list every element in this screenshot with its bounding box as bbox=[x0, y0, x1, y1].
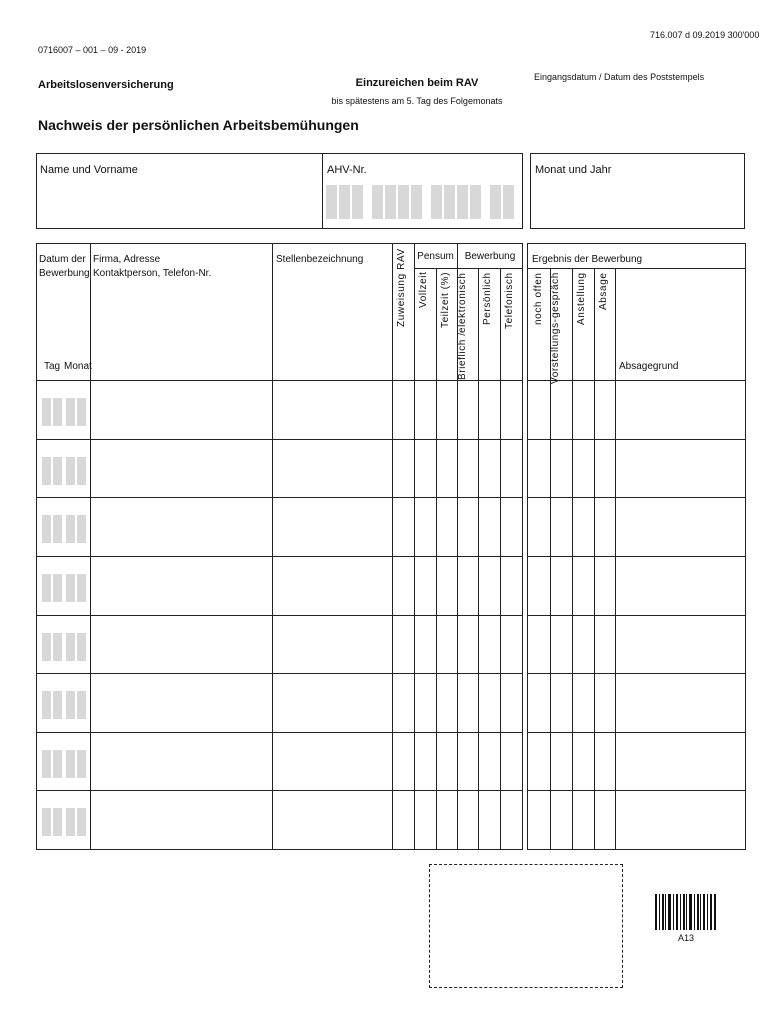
row-phone-checkbox[interactable] bbox=[502, 443, 522, 494]
row-phone-checkbox[interactable] bbox=[502, 736, 522, 787]
row-phone-checkbox[interactable] bbox=[502, 501, 522, 552]
row-date-field[interactable] bbox=[42, 808, 88, 836]
row-reason-field[interactable] bbox=[618, 619, 744, 670]
group-application-header: Bewerbung bbox=[464, 251, 516, 262]
row-rejected-checkbox[interactable] bbox=[596, 794, 614, 845]
row-written-checkbox[interactable] bbox=[459, 560, 478, 611]
row-reason-field[interactable] bbox=[618, 736, 744, 787]
row-job-field[interactable] bbox=[276, 560, 392, 611]
row-open-checkbox[interactable] bbox=[529, 443, 550, 494]
col-contact-header: Kontaktperson, Telefon-Nr. bbox=[93, 268, 212, 279]
col-personal-header: Persönlich bbox=[482, 272, 493, 325]
col-interview-line2: gespräch bbox=[550, 272, 561, 318]
row-date-field[interactable] bbox=[42, 515, 88, 543]
row-phone-checkbox[interactable] bbox=[502, 560, 522, 611]
ahv-field[interactable] bbox=[326, 185, 519, 219]
row-job-field[interactable] bbox=[276, 794, 392, 845]
row-referral-checkbox[interactable] bbox=[394, 736, 414, 787]
row-rejected-checkbox[interactable] bbox=[596, 443, 614, 494]
row-phone-checkbox[interactable] bbox=[502, 677, 522, 728]
col-written-header bbox=[457, 272, 478, 381]
row-date-field[interactable] bbox=[42, 398, 88, 426]
row-hired-checkbox[interactable] bbox=[574, 736, 594, 787]
stamp-label: Eingangsdatum / Datum des Poststempels bbox=[534, 72, 705, 82]
row-fulltime-checkbox[interactable] bbox=[416, 501, 436, 552]
row-open-checkbox[interactable] bbox=[529, 794, 550, 845]
col-job-header: Stellenbezeichnung bbox=[276, 254, 364, 265]
row-company-field[interactable] bbox=[94, 501, 272, 552]
row-open-checkbox[interactable] bbox=[529, 736, 550, 787]
table-row bbox=[36, 673, 746, 732]
row-referral-checkbox[interactable] bbox=[394, 443, 414, 494]
col-date-header: Datum der Bewerbung bbox=[39, 254, 90, 279]
col-company-header: Firma, Adresse bbox=[93, 254, 161, 265]
row-date-field[interactable] bbox=[42, 574, 88, 602]
row-written-checkbox[interactable] bbox=[459, 501, 478, 552]
row-referral-checkbox[interactable] bbox=[394, 384, 414, 435]
row-personal-checkbox[interactable] bbox=[480, 443, 500, 494]
col-month-header: Monat bbox=[64, 361, 92, 372]
page-title: Nachweis der persönlichen Arbeitsbemühungen bbox=[38, 117, 359, 133]
col-rejected-header: Absage bbox=[598, 272, 609, 310]
row-hired-checkbox[interactable] bbox=[574, 443, 594, 494]
row-hired-checkbox[interactable] bbox=[574, 677, 594, 728]
row-company-field[interactable] bbox=[94, 677, 272, 728]
row-rejected-checkbox[interactable] bbox=[596, 736, 614, 787]
row-personal-checkbox[interactable] bbox=[480, 501, 500, 552]
row-reason-field[interactable] bbox=[618, 794, 744, 845]
row-interview-checkbox[interactable] bbox=[552, 619, 572, 670]
row-fulltime-checkbox[interactable] bbox=[416, 736, 436, 787]
row-open-checkbox[interactable] bbox=[529, 501, 550, 552]
stamp-area[interactable] bbox=[429, 864, 623, 988]
table-row bbox=[36, 497, 746, 556]
row-reason-field[interactable] bbox=[618, 560, 744, 611]
row-written-checkbox[interactable] bbox=[459, 736, 478, 787]
col-reason-header: Absagegrund bbox=[619, 361, 679, 372]
row-hired-checkbox[interactable] bbox=[574, 560, 594, 611]
row-rejected-checkbox[interactable] bbox=[596, 384, 614, 435]
row-rejected-checkbox[interactable] bbox=[596, 677, 614, 728]
row-personal-checkbox[interactable] bbox=[480, 560, 500, 611]
row-job-field[interactable] bbox=[276, 384, 392, 435]
row-job-field[interactable] bbox=[276, 736, 392, 787]
row-phone-checkbox[interactable] bbox=[502, 384, 522, 435]
col-parttime-header: Teilzeit (%) bbox=[440, 272, 451, 329]
row-fulltime-checkbox[interactable] bbox=[416, 443, 436, 494]
row-interview-checkbox[interactable] bbox=[552, 736, 572, 787]
form-number: 0716007 – 001 – 09 - 2019 bbox=[38, 45, 147, 55]
row-company-field[interactable] bbox=[94, 560, 272, 611]
row-parttime-field[interactable] bbox=[438, 677, 457, 728]
ahv-label: AHV-Nr. bbox=[327, 164, 367, 176]
org-name: Arbeitslosenversicherung bbox=[38, 79, 174, 91]
row-job-field[interactable] bbox=[276, 677, 392, 728]
col-interview-line1: Vorstellungs- bbox=[550, 317, 561, 384]
row-phone-checkbox[interactable] bbox=[502, 619, 522, 670]
row-open-checkbox[interactable] bbox=[529, 384, 550, 435]
row-job-field[interactable] bbox=[276, 443, 392, 494]
row-open-checkbox[interactable] bbox=[529, 619, 550, 670]
row-referral-checkbox[interactable] bbox=[394, 794, 414, 845]
row-phone-checkbox[interactable] bbox=[502, 794, 522, 845]
row-parttime-field[interactable] bbox=[438, 619, 457, 670]
row-interview-checkbox[interactable] bbox=[552, 560, 572, 611]
table-row bbox=[36, 380, 746, 439]
row-written-checkbox[interactable] bbox=[459, 443, 478, 494]
month-field[interactable] bbox=[535, 185, 740, 225]
row-referral-checkbox[interactable] bbox=[394, 677, 414, 728]
col-open-header: noch offen bbox=[533, 272, 544, 325]
row-job-field[interactable] bbox=[276, 501, 392, 552]
row-date-field[interactable] bbox=[42, 633, 88, 661]
row-open-checkbox[interactable] bbox=[529, 560, 550, 611]
row-referral-checkbox[interactable] bbox=[394, 501, 414, 552]
row-written-checkbox[interactable] bbox=[459, 794, 478, 845]
col-written-line2: elektronisch bbox=[457, 272, 468, 333]
row-personal-checkbox[interactable] bbox=[480, 794, 500, 845]
row-written-checkbox[interactable] bbox=[459, 384, 478, 435]
row-open-checkbox[interactable] bbox=[529, 677, 550, 728]
table-row bbox=[36, 732, 746, 791]
row-company-field[interactable] bbox=[94, 794, 272, 845]
row-date-field[interactable] bbox=[42, 691, 88, 719]
row-written-checkbox[interactable] bbox=[459, 619, 478, 670]
table-row bbox=[36, 439, 746, 498]
row-personal-checkbox[interactable] bbox=[480, 619, 500, 670]
col-phone-header: Telefonisch bbox=[504, 272, 515, 329]
row-date-field[interactable] bbox=[42, 457, 88, 485]
row-parttime-field[interactable] bbox=[438, 443, 457, 494]
ahv-digit-boxes bbox=[326, 185, 519, 219]
row-job-field[interactable] bbox=[276, 619, 392, 670]
row-interview-checkbox[interactable] bbox=[552, 794, 572, 845]
row-reason-field[interactable] bbox=[618, 384, 744, 435]
table-row bbox=[36, 556, 746, 615]
col-interview-header bbox=[550, 272, 571, 384]
month-label: Monat und Jahr bbox=[535, 164, 612, 176]
row-fulltime-checkbox[interactable] bbox=[416, 619, 436, 670]
group-pensum-header: Pensum bbox=[417, 251, 454, 262]
row-referral-checkbox[interactable] bbox=[394, 560, 414, 611]
col-day-header: Tag bbox=[44, 361, 61, 372]
row-parttime-field[interactable] bbox=[438, 501, 457, 552]
col-fulltime-header: Vollzeit bbox=[418, 272, 429, 309]
barcode-label: A13 bbox=[677, 933, 694, 943]
row-hired-checkbox[interactable] bbox=[574, 501, 594, 552]
row-date-field[interactable] bbox=[42, 750, 88, 778]
row-reason-field[interactable] bbox=[618, 677, 744, 728]
row-hired-checkbox[interactable] bbox=[574, 794, 594, 845]
row-company-field[interactable] bbox=[94, 443, 272, 494]
submit-title: Einzureichen beim RAV bbox=[355, 77, 479, 89]
table-row bbox=[36, 790, 746, 849]
row-interview-checkbox[interactable] bbox=[552, 501, 572, 552]
row-personal-checkbox[interactable] bbox=[480, 384, 500, 435]
barcode-icon bbox=[655, 894, 717, 930]
col-referral-header: Zuweisung RAV bbox=[396, 248, 407, 327]
row-hired-checkbox[interactable] bbox=[574, 619, 594, 670]
row-fulltime-checkbox[interactable] bbox=[416, 794, 436, 845]
row-interview-checkbox[interactable] bbox=[552, 677, 572, 728]
row-interview-checkbox[interactable] bbox=[552, 384, 572, 435]
name-label: Name und Vorname bbox=[40, 164, 138, 176]
submit-note: bis spätestens am 5. Tag des Folgemonats bbox=[331, 96, 503, 106]
row-parttime-field[interactable] bbox=[438, 794, 457, 845]
row-fulltime-checkbox[interactable] bbox=[416, 560, 436, 611]
row-personal-checkbox[interactable] bbox=[480, 677, 500, 728]
row-reason-field[interactable] bbox=[618, 501, 744, 552]
name-field[interactable] bbox=[40, 185, 318, 225]
row-personal-checkbox[interactable] bbox=[480, 736, 500, 787]
row-parttime-field[interactable] bbox=[438, 560, 457, 611]
row-rejected-checkbox[interactable] bbox=[596, 560, 614, 611]
row-hired-checkbox[interactable] bbox=[574, 384, 594, 435]
row-reason-field[interactable] bbox=[618, 443, 744, 494]
col-written-line1: Brieflich / bbox=[457, 332, 468, 381]
row-parttime-field[interactable] bbox=[438, 384, 457, 435]
col-hired-header: Anstellung bbox=[576, 272, 587, 325]
row-referral-checkbox[interactable] bbox=[394, 619, 414, 670]
row-rejected-checkbox[interactable] bbox=[596, 501, 614, 552]
row-company-field[interactable] bbox=[94, 384, 272, 435]
row-company-field[interactable] bbox=[94, 619, 272, 670]
row-written-checkbox[interactable] bbox=[459, 677, 478, 728]
row-company-field[interactable] bbox=[94, 736, 272, 787]
group-result-header: Ergebnis der Bewerbung bbox=[532, 254, 643, 265]
row-fulltime-checkbox[interactable] bbox=[416, 384, 436, 435]
row-interview-checkbox[interactable] bbox=[552, 443, 572, 494]
row-fulltime-checkbox[interactable] bbox=[416, 677, 436, 728]
row-parttime-field[interactable] bbox=[438, 736, 457, 787]
table-row bbox=[36, 615, 746, 674]
form-code: 716.007 d 09.2019 300'000 bbox=[650, 30, 760, 40]
row-rejected-checkbox[interactable] bbox=[596, 619, 614, 670]
